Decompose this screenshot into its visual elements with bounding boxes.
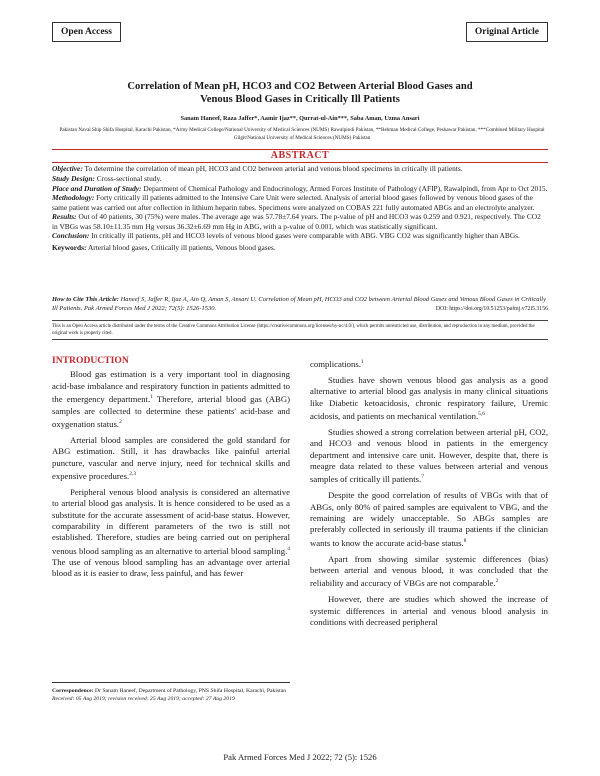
methodology-text: Forty critically ill patients admitted to the Intensive Care Unit were selected. Analysis of arterial blood gases followed by venous blood gases of the same patient was carried out after collection in lithium heparin tubes. Specimens were analyzed on COBAS 221 fully automated ABGs and an electrolyte analyzer. xyxy=(52,193,535,212)
right-p2-text: Studies showed a strong correlation between arterial pH, CO2, and HCO3 and venous blood in patients in the emergency department and intensive care unit. However, despite that, there is meagre data related to these values between arterial and venous samples of critically ill patients. xyxy=(310,426,548,485)
right-p1-text: Studies have shown venous blood gas analysis as a good alternative to arterial blood gas analysis in many clinical situations like Diabetic ketoacidosis, chronic respiratory failure, Uremic acidosis, and patients on mechanical ventilation. xyxy=(310,374,548,421)
cite-text: Haneef S, Jaffer R, Ijaz A, Ain Q, Aman S, Ansari U. Correlation of Mean pH, HCO3 and CO2 between Arterial Blood Gases and Venous Blood Gases in Critically Ill Patients. Pak Armed Forces Med J 2022; 72(5): 1526-1530. xyxy=(52,296,546,312)
right-paragraph-2 xyxy=(310,427,548,486)
right-p5-text: However, there are studies which showed the increase of systemic differences in arterial and venous blood analysis in conditions with decreased peripheral xyxy=(310,594,548,628)
keywords-label: Keywords: xyxy=(52,242,87,252)
affiliations: Pakistan Naval Ship Shifa Hospital, Karachi Pakistan, *Army Medical College/National University of Medical Sciences (NUMS) Rawalpindi Pakistan, **Rehman Medical College, Peshawar Pakistan, ***Combined Military Hospital Gilgit/National University of Medical Sciences (NUMS) Pakistan xyxy=(59,127,545,141)
abstract-methodology xyxy=(52,193,548,211)
abstract-objective xyxy=(52,164,548,173)
license-notice: This is an Open Access article distributed under the terms of the Creative Commons Attribution License (https://creativecommons.org/licenses/by-nc/4.0/), which permits unrestricted use, distribution, and reproduction in any medium, provided the original work is properly cited. xyxy=(52,320,548,340)
right-paragraph-0 xyxy=(310,357,548,370)
intro-paragraph-3 xyxy=(52,487,290,580)
right-paragraph-1 xyxy=(310,375,548,423)
doi-link[interactable]: DOI: https://doi.org/10.51253/pafmj.v72i5.3156 xyxy=(435,305,548,312)
conclusion-label: Conclusion: xyxy=(52,231,90,241)
design-text: Cross-sectional study. xyxy=(94,173,162,183)
results-text: Out of 40 patients, 30 (75%) were males. The average age was 57.78±7.64 years. The p-value of pH and HCO3 was 0.259 and 0.921, respectively. The CO2 in VBGs was 58.10±11.35 mm Hg versus 36.32±6.69 mm Hg in ABG, with a p-value of 0.001, which was statistically significant. xyxy=(52,212,541,231)
place-label: Place and Duration of Study: xyxy=(52,183,142,193)
title-line-2: Venous Blood Gases in Critically Ill Patients xyxy=(200,94,400,105)
correspondence-line xyxy=(52,688,290,696)
ref-5-6: 5,6 xyxy=(478,411,486,418)
cite-label: How to Cite This Article: xyxy=(52,296,119,303)
left-column xyxy=(52,355,290,584)
ref-2-3: 2,3 xyxy=(129,470,137,477)
intro-p1b-text: Therefore, arterial blood gas (ABG) samples are collected to determine these patients' acid-base and oxygenation status. xyxy=(52,394,290,429)
conclusion-text: In critically ill patients, pH and HCO3 levels of venous blood gases were comparable with ABG. VBG CO2 was significantly higher than ABGs. xyxy=(89,231,520,241)
objective-label: Objective: xyxy=(52,164,83,173)
ref-2b: 2 xyxy=(495,578,499,585)
abstract-heading: ABSTRACT xyxy=(270,150,330,161)
received-dates xyxy=(52,696,290,704)
intro-p3b-text: The use of venous blood sampling has an advantage over arterial blood as it is easier to draw, less painful, and has fewer xyxy=(52,557,290,579)
introduction-heading: INTRODUCTION xyxy=(52,355,129,366)
title-line-1: Correlation of Mean pH, HCO3 and CO2 Between Arterial Blood Gases and xyxy=(127,81,473,92)
right-paragraph-4 xyxy=(310,554,548,590)
correspondence-text: Dr Sanam Haneef, Department of Pathology, PNS Shifa Hospital, Karachi, Pakistan xyxy=(93,688,287,694)
objective-text: To determine the correlation of mean pH, HCO3 and CO2 between arterial and venous blood specimens in critically ill patients. xyxy=(82,164,463,173)
abstract-conclusion xyxy=(52,231,548,240)
right-paragraph-3 xyxy=(310,490,548,549)
ref-8: 8 xyxy=(463,537,467,544)
place-text: Department of Chemical Pathology and Endocrinology, Armed Forces Institute of Pathology (AFIP), Rawalpindi, from Apr to Oct 2015. xyxy=(141,183,548,193)
design-label: Study Design: xyxy=(52,173,95,183)
right-paragraph-5 xyxy=(310,594,548,628)
abstract-design xyxy=(52,174,548,183)
ref-4: 4 xyxy=(287,545,290,552)
intro-paragraph-2 xyxy=(52,435,290,483)
author-list: Sanam Haneef, Raza Jaffer*, Aamir Ijaz**, Qurrat-ul-Ain***, Saba Aman, Uzma Ansari xyxy=(180,115,420,122)
article-title xyxy=(60,80,540,106)
ref-1b: 1 xyxy=(360,359,364,365)
right-p4-text: Apart from showing similar systemic differences (bias) between arterial and venous blood, it was concluded that the reliability and accuracy of VBGs are not comparable. xyxy=(310,553,548,589)
ref-7: 7 xyxy=(421,474,424,481)
abstract-place xyxy=(52,184,548,193)
abstract-rule-bottom xyxy=(52,162,548,163)
ref-2: 2 xyxy=(119,418,122,425)
abstract-body xyxy=(52,164,548,252)
methodology-label: Methodology: xyxy=(52,193,95,203)
correspondence-block xyxy=(52,682,290,703)
intro-p1-text: Blood gas estimation is a very important tool in diagnosing acid-base imbalance and respiratory function in patients admitted to the emergency department. xyxy=(52,369,290,405)
ref-1: 1 xyxy=(150,394,153,401)
how-to-cite xyxy=(52,296,548,313)
intro-p2-text: Arterial blood samples are considered the gold standard for ABG estimation. Still, it has drawbacks like painful arterial puncture, vascular and nerve injury, need for technical skills and expensive procedures. xyxy=(52,434,290,481)
right-column xyxy=(310,357,548,633)
results-label: Results: xyxy=(52,212,77,222)
correspondence-label: Correspondence: xyxy=(52,688,94,694)
keywords-text: Arterial blood gases, Critically ill patients, Venous blood gases. xyxy=(86,242,276,252)
abstract-keywords xyxy=(52,243,548,252)
open-access-label: Open Access xyxy=(52,22,121,42)
intro-p3-text: Peripheral venous blood analysis is considered an alternative to arterial blood gas analysis. It is hence considered to be used as a substitute for the accurate assessment of acid-base status. However, comparability in different parameters of the two is still not established. Therefore, studies are being carried out on peripheral venous blood sampling as an alternative to arterial blood sampling. xyxy=(52,486,290,556)
right-p0-text: complications. xyxy=(310,358,361,369)
right-p3-text: Despite the good correlation of results of VBGs with that of ABGs, only 80% of paired samples are equivalent to VBG, and the remaining are widely unacceptable. So ABGs samples are preferably collected in seriously ill trauma patients if the clinician wants to know the accurate acid-base status. xyxy=(310,490,548,548)
article-type-label: Original Article xyxy=(466,22,548,42)
intro-paragraph-1 xyxy=(52,369,290,430)
abstract-results xyxy=(52,212,548,230)
page-footer: Pak Armed Forces Med J 2022; 72 (5): 1526 xyxy=(223,752,377,762)
dates-text: Received: 05 Aug 2019; revision received: 25 Aug 2019; accepted: 27 Aug 2019 xyxy=(52,695,235,702)
